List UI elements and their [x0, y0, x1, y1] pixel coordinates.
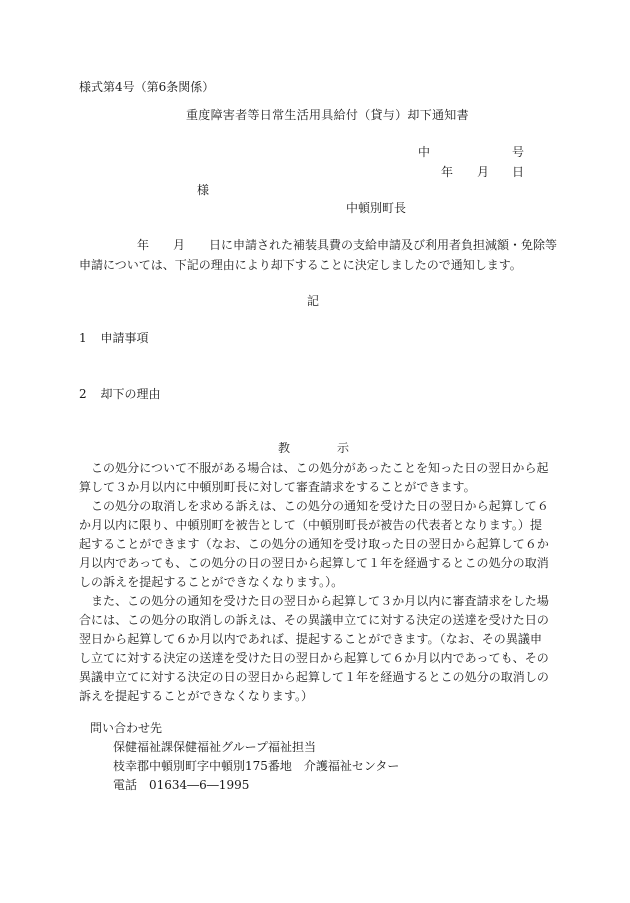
contact-address: 枝幸郡中頓別町字中頓別175番地 介護福祉センター — [113, 759, 400, 773]
contact-phone: 電話 01634―6―1995 — [113, 778, 250, 792]
section-2 — [79, 385, 160, 404]
notice-paragraph-1: この処分について不服がある場合は、この処分があったことを知った日の翌日から起算して３か月以内に中頓別町長に対して審査請求をすることができます。 — [79, 461, 549, 494]
form-number: 様式第4号（第6条関係） — [79, 80, 215, 94]
intro-text-line-2: 申請については、下記の理由により却下することに決定しましたので通知します。 — [79, 258, 522, 272]
section-1-label: 申請事項 — [100, 331, 149, 345]
notice-heading-left: 教 — [278, 441, 291, 455]
notice-paragraph-3: また、この処分の通知を受けた日の翌日から起算して３か月以内に審査請求をした場合には、この処分の取消しの訴えは、その異議申立てに対する決定の送達を受けた日の翌日から起算して６か月以内であれば、提起することができます。（なお、その異議申し立てに対する決定の送達を受けた日の翌日から起算して６か月以内であっても、その異議申立てに対する決定の日の翌日から起算して１年を経過するとこの処分の取消しの訴えを提起することができなくなります。） — [79, 594, 549, 703]
date-year-label: 年 — [441, 165, 454, 179]
intro-text-line-1: 日に申請された補装具費の支給申請及び利用者負担減額・免除等 — [209, 238, 558, 252]
section-2-label: 却下の理由 — [100, 387, 161, 401]
reference-suffix: 号 — [512, 145, 525, 159]
intro-month-label: 月 — [173, 238, 186, 252]
contact-department: 保健福祉課保健福祉グループ福祉担当 — [113, 740, 317, 754]
document-title: 重度障害者等日常生活用具給付（貸与）却下通知書 — [186, 108, 469, 122]
issuer-name: 中頓別町長 — [346, 201, 407, 215]
section-2-number: 2 — [79, 387, 87, 401]
reference-prefix: 中 — [418, 145, 431, 159]
notice-heading-right: 示 — [337, 441, 350, 455]
contact-heading: 問い合わせ先 — [90, 721, 163, 735]
intro-year-label: 年 — [137, 238, 150, 252]
section-1 — [79, 329, 148, 348]
ki-marker: 記 — [307, 294, 320, 308]
date-day-label: 日 — [512, 165, 525, 179]
section-1-number: 1 — [79, 331, 87, 345]
notice-paragraph-2: この処分の取消しを求める訴えは、この処分の通知を受けた日の翌日から起算して６か月以内に限り、中頓別町を被告として（中頓別町長が被告の代表者となります。）提起することができます（なお、この処分の通知を受け取った日の翌日から起算して６か月以内であっても、この処分の日の翌日から起算して１年を経過するとこの処分の取消しの訴えを提起することができなくなります。）。 — [79, 499, 549, 589]
recipient-honorific: 様 — [197, 183, 210, 197]
notice-body — [79, 459, 553, 706]
date-month-label: 月 — [477, 165, 490, 179]
